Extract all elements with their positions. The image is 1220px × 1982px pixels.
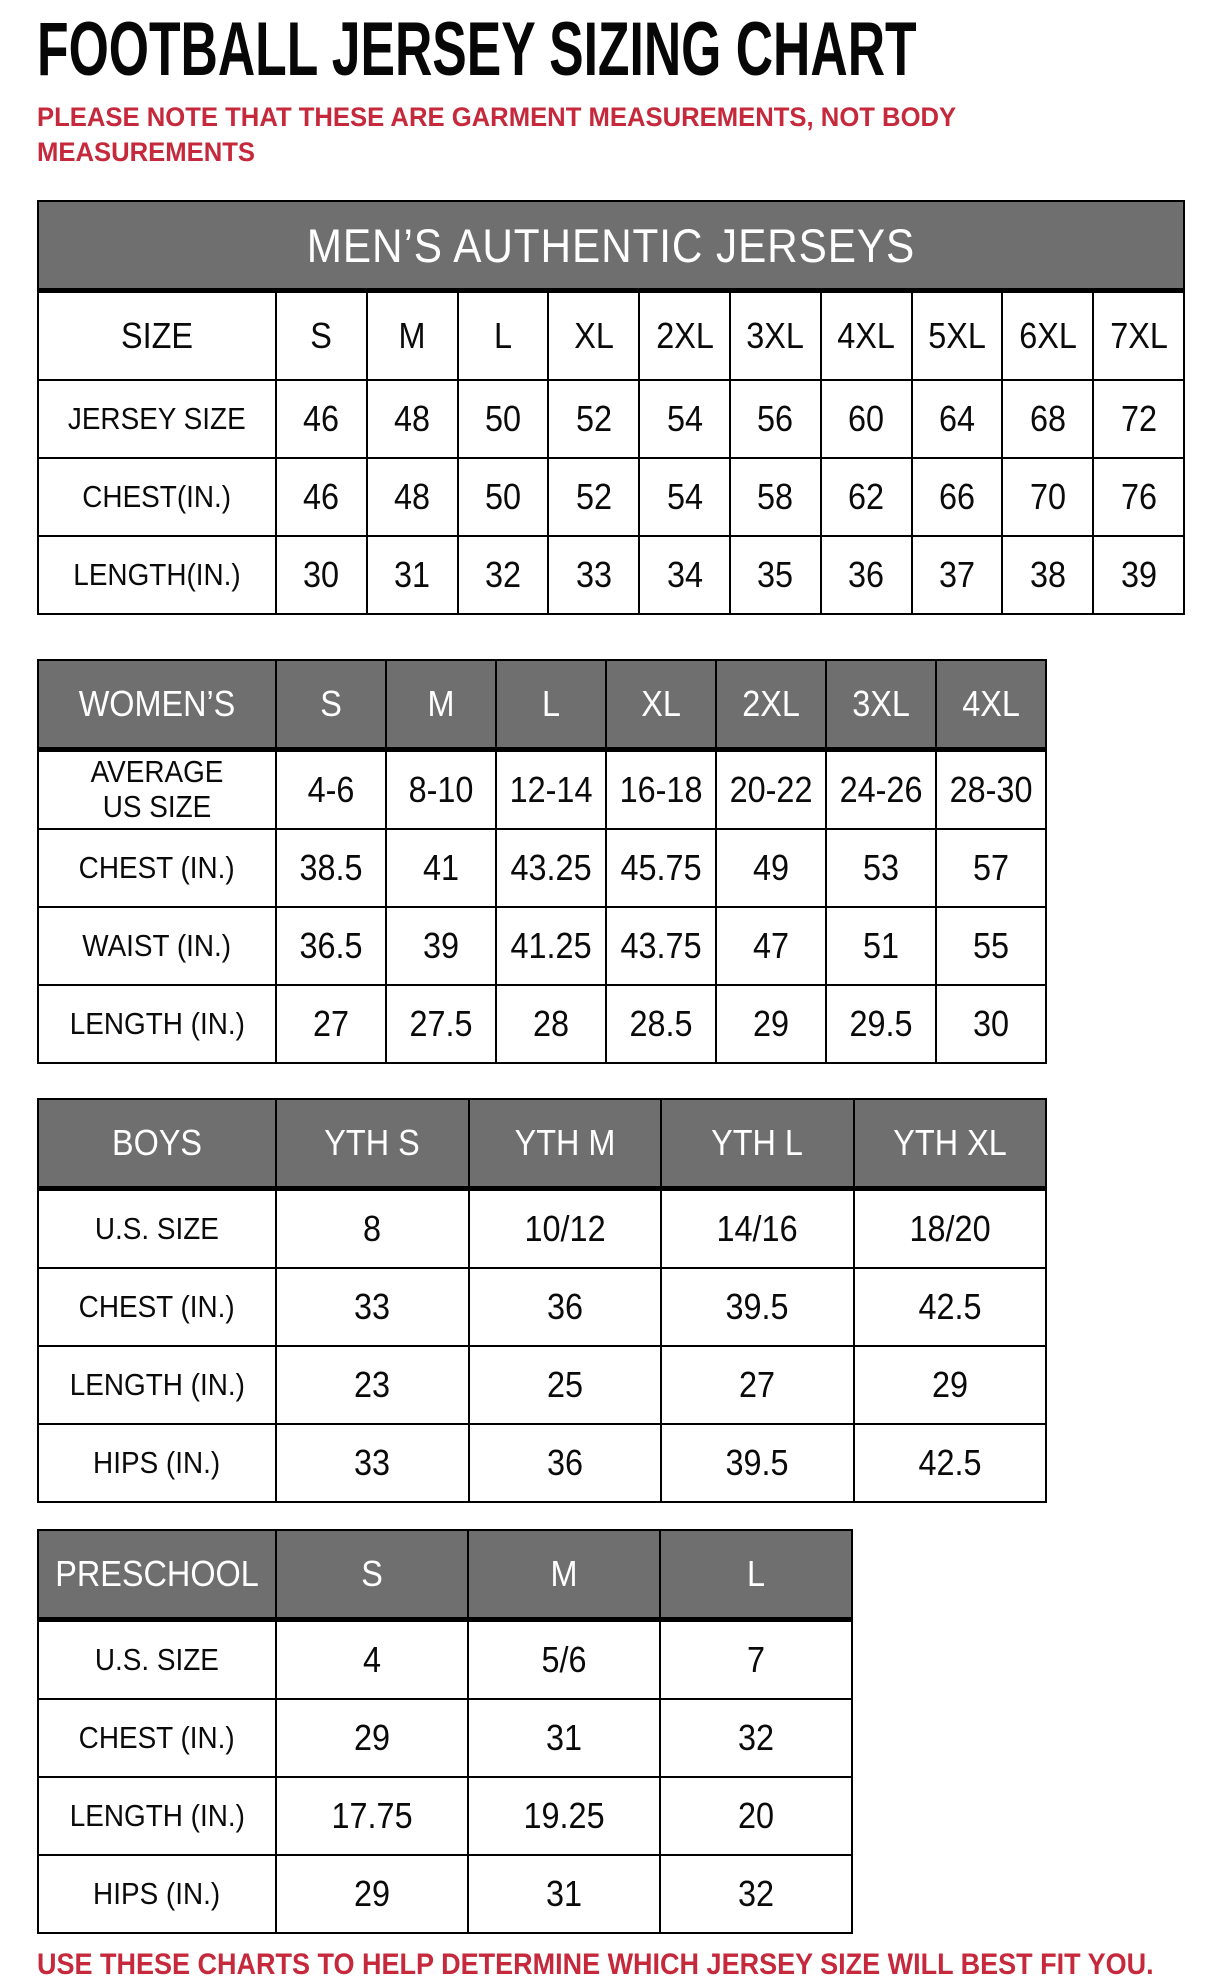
row-label-cell (38, 907, 276, 985)
table-row (38, 985, 1046, 1063)
column-header: 2XL (655, 315, 714, 357)
sizing-table-preschool (37, 1529, 853, 1934)
column-header-cell (716, 660, 826, 750)
value-cell (469, 1346, 662, 1424)
value-cell (936, 907, 1046, 985)
column-header: 4XL (962, 683, 1020, 725)
value-cell (661, 1346, 854, 1424)
value-text: 36 (546, 1286, 583, 1328)
value-cell (276, 829, 386, 907)
value-text: 47 (752, 925, 790, 967)
row-label: U.S. SIZE (94, 1641, 220, 1677)
garment-note-text: PLEASE NOTE THAT THESE ARE GARMENT MEASUREMENTS, NOT BODY MEASUREMENTS (37, 102, 956, 168)
value-cell (468, 1777, 660, 1855)
column-header-cell (276, 291, 367, 381)
column-header-cell (386, 660, 496, 750)
value-cell (854, 1268, 1047, 1346)
column-header: 7XL (1109, 315, 1168, 357)
value-text: 35 (757, 554, 794, 596)
row-label-cell (38, 1346, 276, 1424)
value-cell (661, 1189, 854, 1269)
garment-note (37, 100, 1220, 170)
row-label-cell (38, 1268, 276, 1346)
column-header: S (361, 1553, 383, 1595)
value-cell (468, 1855, 660, 1933)
value-text: 18/20 (909, 1208, 991, 1250)
value-text: 39 (1120, 554, 1157, 596)
value-cell (821, 458, 912, 536)
value-text: 54 (666, 476, 703, 518)
value-text: 51 (862, 925, 900, 967)
value-cell (826, 985, 936, 1063)
value-cell (716, 750, 826, 830)
sizing-table-boys (37, 1098, 1047, 1503)
row-label-cell (38, 1189, 276, 1269)
column-header-cell (912, 291, 1003, 381)
table-banner-row (38, 201, 1184, 291)
value-text: 29 (931, 1364, 968, 1406)
value-cell (276, 1424, 469, 1502)
column-header-cell (276, 660, 386, 750)
value-text: 10/12 (524, 1208, 606, 1250)
value-text: 32 (737, 1873, 775, 1915)
row-label: LENGTH(IN.) (73, 556, 241, 592)
value-cell (1002, 380, 1093, 458)
column-header-cell (606, 660, 716, 750)
sizing-table-womens (37, 659, 1047, 1064)
value-cell (469, 1189, 662, 1269)
row-label: LENGTH (IN.) (69, 1005, 245, 1041)
row-label: HIPS (IN.) (93, 1444, 221, 1480)
value-text: 4-6 (307, 769, 355, 811)
value-cell (826, 750, 936, 830)
value-cell (458, 380, 549, 458)
row-label-cell (38, 985, 276, 1063)
value-text: 41 (422, 847, 460, 889)
value-text: 14/16 (716, 1208, 798, 1250)
value-text: 29 (752, 1003, 790, 1045)
column-header-cell (1093, 291, 1184, 381)
table-row (38, 536, 1184, 614)
value-text: 27.5 (409, 1003, 473, 1045)
table-row (38, 907, 1046, 985)
column-header-cell (367, 291, 458, 381)
column-header-cell (548, 291, 639, 381)
value-cell (730, 458, 821, 536)
column-header: XL (573, 315, 614, 357)
row-label: CHEST(IN.) (82, 478, 232, 514)
value-cell (660, 1777, 852, 1855)
row-label-cell (38, 1424, 276, 1502)
value-text: 33 (575, 554, 612, 596)
value-text: 48 (394, 398, 431, 440)
column-header-cell (276, 1099, 469, 1189)
value-cell (276, 458, 367, 536)
value-cell (661, 1268, 854, 1346)
row-label: AVERAGE US SIZE (90, 754, 224, 825)
column-header: 4XL (837, 315, 895, 357)
value-text: 27 (312, 1003, 350, 1045)
column-header: 3XL (746, 315, 805, 357)
value-text: 29 (353, 1717, 391, 1759)
value-text: 24-26 (839, 769, 923, 811)
value-cell (367, 536, 458, 614)
page-title (37, 7, 1220, 92)
value-text: 31 (394, 554, 431, 596)
value-cell (606, 907, 716, 985)
table-row (38, 1424, 1046, 1502)
value-cell (386, 829, 496, 907)
value-cell (936, 985, 1046, 1063)
value-text: 54 (666, 398, 703, 440)
value-cell (276, 380, 367, 458)
row-label: CHEST (IN.) (78, 1719, 236, 1755)
boys-table-section (37, 1098, 1220, 1503)
value-text: 72 (1120, 398, 1157, 440)
value-text: 43.25 (510, 847, 592, 889)
table-row (38, 458, 1184, 536)
preschool-table-section (37, 1529, 1220, 1934)
value-text: 46 (303, 398, 340, 440)
row-label-cell (38, 750, 276, 830)
value-cell (912, 536, 1003, 614)
value-text: 28-30 (949, 769, 1033, 811)
value-text: 27 (739, 1364, 776, 1406)
table-row (38, 1189, 1046, 1269)
value-text: 52 (575, 398, 612, 440)
value-cell (276, 1268, 469, 1346)
row-label-cell (38, 1777, 276, 1855)
value-text: 30 (972, 1003, 1010, 1045)
value-cell (386, 985, 496, 1063)
corner-label-cell (38, 660, 276, 750)
value-text: 60 (848, 398, 885, 440)
row-label-cell (38, 380, 276, 458)
value-cell (276, 1699, 468, 1777)
row-label-cell (38, 458, 276, 536)
value-text: 37 (938, 554, 975, 596)
value-text: 57 (972, 847, 1010, 889)
value-text: 49 (752, 847, 790, 889)
value-cell (936, 829, 1046, 907)
row-label: CHEST (IN.) (78, 849, 236, 885)
column-header-cell (496, 660, 606, 750)
value-text: 64 (938, 398, 975, 440)
value-cell (458, 536, 549, 614)
row-label-cell (38, 1620, 276, 1700)
value-cell (912, 380, 1003, 458)
column-header-row (38, 1099, 1046, 1189)
value-cell (660, 1699, 852, 1777)
value-cell (468, 1620, 660, 1700)
column-header-cell (1002, 291, 1093, 381)
column-header: 5XL (928, 315, 986, 357)
value-cell (548, 458, 639, 536)
value-text: 62 (848, 476, 885, 518)
table-row (38, 380, 1184, 458)
row-label: JERSEY SIZE (68, 400, 246, 436)
value-cell (276, 750, 386, 830)
table-row (38, 750, 1046, 830)
column-header-cell (469, 1099, 662, 1189)
value-text: 20 (737, 1795, 775, 1837)
value-cell (1093, 536, 1184, 614)
value-text: 38 (1029, 554, 1066, 596)
value-text: 70 (1029, 476, 1066, 518)
value-text: 46 (303, 476, 340, 518)
value-cell (276, 985, 386, 1063)
column-header: M (398, 315, 426, 357)
value-cell (639, 380, 730, 458)
value-text: 25 (546, 1364, 583, 1406)
value-cell (367, 380, 458, 458)
value-text: 34 (666, 554, 703, 596)
value-text: 36.5 (299, 925, 363, 967)
corner-label-cell (38, 291, 276, 381)
value-text: 52 (575, 476, 612, 518)
column-header: 6XL (1018, 315, 1077, 357)
value-cell (386, 750, 496, 830)
value-text: 31 (545, 1873, 583, 1915)
corner-label-cell (38, 1530, 276, 1620)
value-text: 5/6 (541, 1639, 587, 1681)
value-text: 48 (394, 476, 431, 518)
corner-label: BOYS (111, 1122, 203, 1164)
column-header-cell (639, 291, 730, 381)
value-cell (548, 380, 639, 458)
value-cell (1093, 458, 1184, 536)
value-text: 76 (1120, 476, 1157, 518)
value-text: 39.5 (725, 1286, 789, 1328)
column-header: 3XL (852, 683, 910, 725)
value-text: 32 (484, 554, 522, 596)
value-cell (276, 536, 367, 614)
row-label: LENGTH (IN.) (69, 1797, 245, 1833)
value-text: 28.5 (629, 1003, 693, 1045)
value-text: 68 (1029, 398, 1066, 440)
value-cell (826, 829, 936, 907)
value-text: 19.25 (523, 1795, 605, 1837)
value-text: 7 (746, 1639, 766, 1681)
column-header-cell (458, 291, 549, 381)
column-header: YTH M (514, 1122, 616, 1164)
column-header: 2XL (742, 683, 800, 725)
corner-label-cell (38, 1099, 276, 1189)
table-banner (38, 201, 1184, 291)
value-text: 30 (303, 554, 340, 596)
value-cell (1002, 536, 1093, 614)
value-text: 42.5 (918, 1286, 982, 1328)
column-header: XL (641, 683, 681, 725)
value-cell (912, 458, 1003, 536)
table-row (38, 1268, 1046, 1346)
value-cell (276, 1777, 468, 1855)
row-label: HIPS (IN.) (93, 1875, 221, 1911)
column-header-cell (730, 291, 821, 381)
column-header-row (38, 291, 1184, 381)
value-cell (660, 1855, 852, 1933)
value-cell (716, 907, 826, 985)
column-header: S (320, 683, 342, 725)
value-cell (548, 536, 639, 614)
value-text: 32 (737, 1717, 775, 1759)
value-cell (730, 380, 821, 458)
value-cell (468, 1699, 660, 1777)
value-text: 16-18 (619, 769, 703, 811)
corner-label: SIZE (120, 315, 193, 357)
value-text: 23 (354, 1364, 391, 1406)
value-cell (469, 1268, 662, 1346)
value-text: 17.75 (331, 1795, 413, 1837)
value-cell (821, 380, 912, 458)
value-cell (276, 907, 386, 985)
value-cell (276, 1346, 469, 1424)
value-cell (1093, 380, 1184, 458)
row-label: LENGTH (IN.) (69, 1366, 245, 1402)
value-text: 20-22 (729, 769, 813, 811)
value-text: 8-10 (408, 769, 474, 811)
value-cell (367, 458, 458, 536)
value-cell (606, 829, 716, 907)
table-banner-text: MEN’S AUTHENTIC JERSEYS (306, 218, 916, 272)
value-cell (716, 829, 826, 907)
column-header-cell (821, 291, 912, 381)
value-cell (606, 985, 716, 1063)
column-header-cell (826, 660, 936, 750)
value-text: 36 (546, 1442, 583, 1484)
column-header: S (310, 315, 333, 357)
value-text: 33 (354, 1286, 391, 1328)
value-text: 39.5 (725, 1442, 789, 1484)
column-header: L (493, 315, 512, 357)
corner-label: WOMEN’S (78, 683, 236, 725)
row-label: CHEST (IN.) (78, 1288, 236, 1324)
value-cell (821, 536, 912, 614)
value-text: 43.75 (620, 925, 702, 967)
column-header-row (38, 660, 1046, 750)
value-cell (496, 907, 606, 985)
value-text: 45.75 (620, 847, 702, 889)
value-text: 4 (362, 1639, 382, 1681)
value-text: 56 (757, 398, 794, 440)
column-header: L (746, 1553, 766, 1595)
table-row (38, 1777, 852, 1855)
column-header-cell (936, 660, 1046, 750)
value-text: 38.5 (299, 847, 363, 889)
table-row (38, 829, 1046, 907)
value-cell (936, 750, 1046, 830)
value-cell (276, 1855, 468, 1933)
mens-table-section (37, 200, 1220, 615)
value-cell (276, 1620, 468, 1700)
value-cell (496, 750, 606, 830)
value-text: 50 (484, 476, 522, 518)
row-label: U.S. SIZE (94, 1210, 220, 1246)
row-label-cell (38, 1699, 276, 1777)
value-cell (639, 458, 730, 536)
value-cell (826, 907, 936, 985)
value-text: 66 (938, 476, 975, 518)
value-text: 31 (545, 1717, 583, 1759)
value-cell (730, 536, 821, 614)
column-header-cell (468, 1530, 660, 1620)
value-text: 58 (757, 476, 794, 518)
column-header: YTH L (711, 1122, 804, 1164)
womens-table-section (37, 659, 1220, 1064)
row-label-cell (38, 829, 276, 907)
value-cell (496, 829, 606, 907)
value-text: 55 (972, 925, 1010, 967)
table-row (38, 1699, 852, 1777)
footer-note-text: USE THESE CHARTS TO HELP DETERMINE WHICH JERSEY SIZE WILL BEST FIT YOU. (37, 1948, 1154, 1982)
value-cell (639, 536, 730, 614)
table-row (38, 1346, 1046, 1424)
column-header: YTH XL (893, 1122, 1007, 1164)
value-cell (854, 1424, 1047, 1502)
value-text: 12-14 (509, 769, 593, 811)
value-cell (458, 458, 549, 536)
sizing-table-mens (37, 200, 1185, 615)
corner-label: PRESCHOOL (55, 1553, 259, 1595)
value-text: 53 (862, 847, 900, 889)
table-row (38, 1855, 852, 1933)
value-cell (1002, 458, 1093, 536)
column-header-cell (854, 1099, 1047, 1189)
page-title-text: FOOTBALL JERSEY SIZING CHART (37, 7, 917, 92)
value-text: 39 (422, 925, 460, 967)
column-header-cell (661, 1099, 854, 1189)
footer-note (37, 1948, 1220, 1982)
value-cell (854, 1189, 1047, 1269)
value-text: 42.5 (918, 1442, 982, 1484)
column-header: YTH S (324, 1122, 420, 1164)
value-cell (469, 1424, 662, 1502)
value-text: 29.5 (849, 1003, 913, 1045)
value-cell (496, 985, 606, 1063)
value-text: 28 (532, 1003, 570, 1045)
column-header: M (427, 683, 455, 725)
value-text: 41.25 (510, 925, 592, 967)
row-label: WAIST (IN.) (82, 927, 232, 963)
value-cell (854, 1346, 1047, 1424)
value-text: 36 (848, 554, 885, 596)
value-cell (386, 907, 496, 985)
value-text: 8 (363, 1208, 382, 1250)
table-row (38, 1620, 852, 1700)
column-header-cell (276, 1530, 468, 1620)
value-text: 50 (484, 398, 522, 440)
value-cell (660, 1620, 852, 1700)
column-header-row (38, 1530, 852, 1620)
value-text: 29 (353, 1873, 391, 1915)
column-header-cell (660, 1530, 852, 1620)
column-header: M (550, 1553, 578, 1595)
value-text: 33 (354, 1442, 391, 1484)
value-cell (661, 1424, 854, 1502)
value-cell (716, 985, 826, 1063)
row-label-cell (38, 536, 276, 614)
value-cell (606, 750, 716, 830)
column-header: L (541, 683, 561, 725)
row-label-cell (38, 1855, 276, 1933)
value-cell (276, 1189, 469, 1269)
